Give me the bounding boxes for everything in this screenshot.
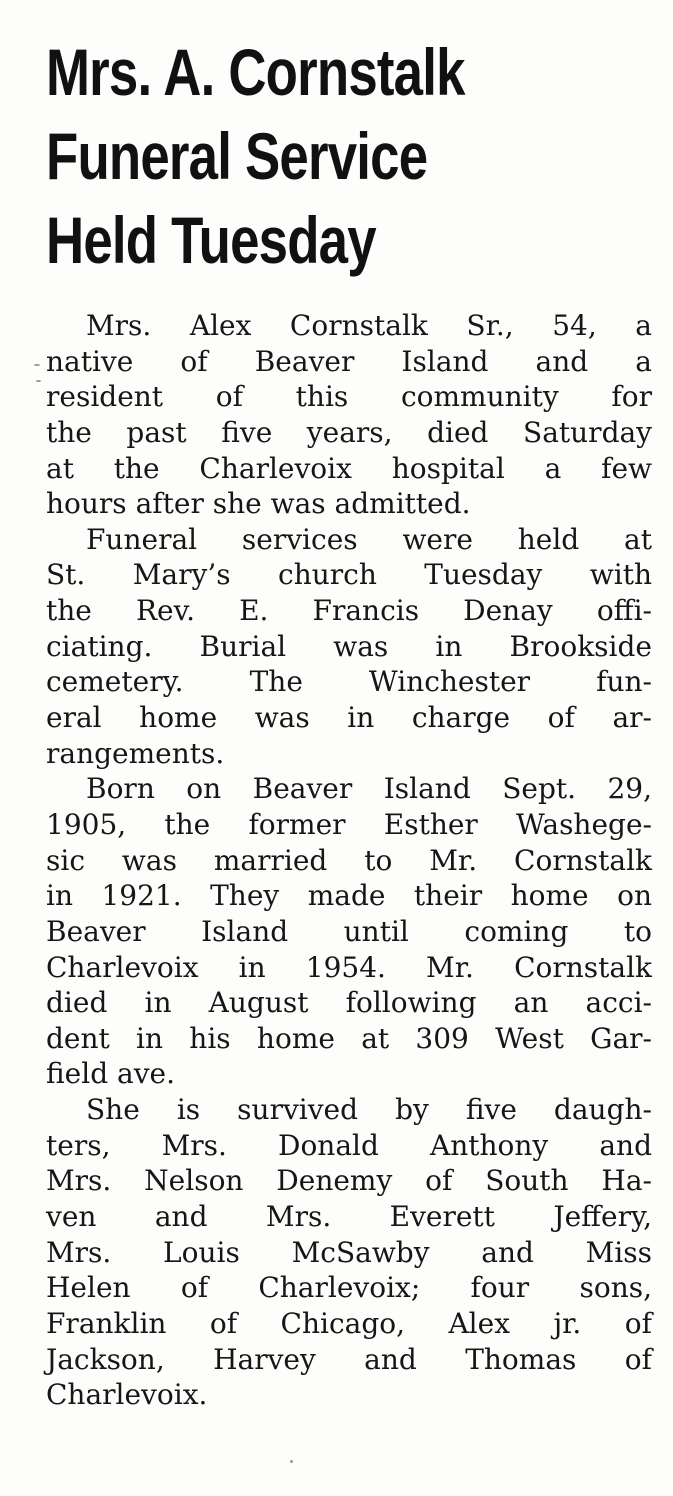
text-line: native of Beaver Island and a <box>46 344 652 378</box>
text-line: ciating. Burial was in Brookside <box>46 629 652 663</box>
headline-line: Mrs. A. Cornstalk <box>46 35 465 109</box>
text-line: She is survived by five daugh- <box>86 1093 652 1127</box>
text-line: Jackson, Harvey and Thomas of <box>46 1342 652 1376</box>
text-line: cemetery. The Winchester fun- <box>46 665 652 699</box>
text-line: Mrs. Alex Cornstalk Sr., 54, a <box>86 309 652 342</box>
text-line: sic was married to Mr. Cornstalk <box>46 843 652 877</box>
text-line: eral home was in charge of ar- <box>46 701 652 735</box>
text-line: Funeral services were held at <box>86 522 652 556</box>
text-line: St. Mary’s church Tuesday with <box>46 558 652 592</box>
text-line: the Rev. E. Francis Denay offi- <box>46 594 652 628</box>
text-line: rangements. <box>46 736 225 770</box>
text-line: at the Charlevoix hospital a few <box>46 451 652 485</box>
text-line: 1905, the former Esther Washege- <box>46 807 652 841</box>
headline <box>46 30 526 282</box>
text-line: the past five years, died Saturday <box>46 415 652 449</box>
text-line: dent in his home at 309 West Gar- <box>46 1021 652 1055</box>
text-line: field ave. <box>46 1057 176 1091</box>
text-line: Franklin of Chicago, Alex jr. of <box>46 1306 652 1340</box>
text-line: Charlevoix. <box>46 1378 208 1412</box>
text-line: died in August following an acci- <box>46 986 652 1020</box>
headline-line: Held Tuesday <box>46 203 376 277</box>
text-line: in 1921. They made their home on <box>46 879 652 913</box>
article-body <box>46 308 652 1413</box>
text-line: Charlevoix in 1954. Mr. Cornstalk <box>46 950 652 984</box>
paragraph-funeral-services <box>46 522 652 771</box>
paragraph-death-notice <box>46 308 652 522</box>
text-line: Mrs. Louis McSawby and Miss <box>46 1235 652 1269</box>
headline-line: Funeral Service <box>46 119 428 193</box>
text-line: Beaver Island until coming to <box>46 914 652 948</box>
text-line: ters, Mrs. Donald Anthony and <box>46 1128 652 1162</box>
paragraph-survivors <box>46 1092 652 1413</box>
print-speck <box>290 1460 293 1463</box>
text-line: Mrs. Nelson Denemy of South Ha- <box>46 1164 652 1198</box>
paragraph-biography <box>46 771 652 1092</box>
print-speck <box>36 380 41 382</box>
text-line: resident of this community for <box>46 380 652 414</box>
print-speck <box>34 364 40 366</box>
text-line: Helen of Charlevoix; four sons, <box>46 1271 652 1305</box>
text-line: ven and Mrs. Everett Jeffery, <box>46 1200 652 1234</box>
text-line: Born on Beaver Island Sept. 29, <box>86 772 652 806</box>
text-line: hours after she was admitted. <box>46 487 471 521</box>
